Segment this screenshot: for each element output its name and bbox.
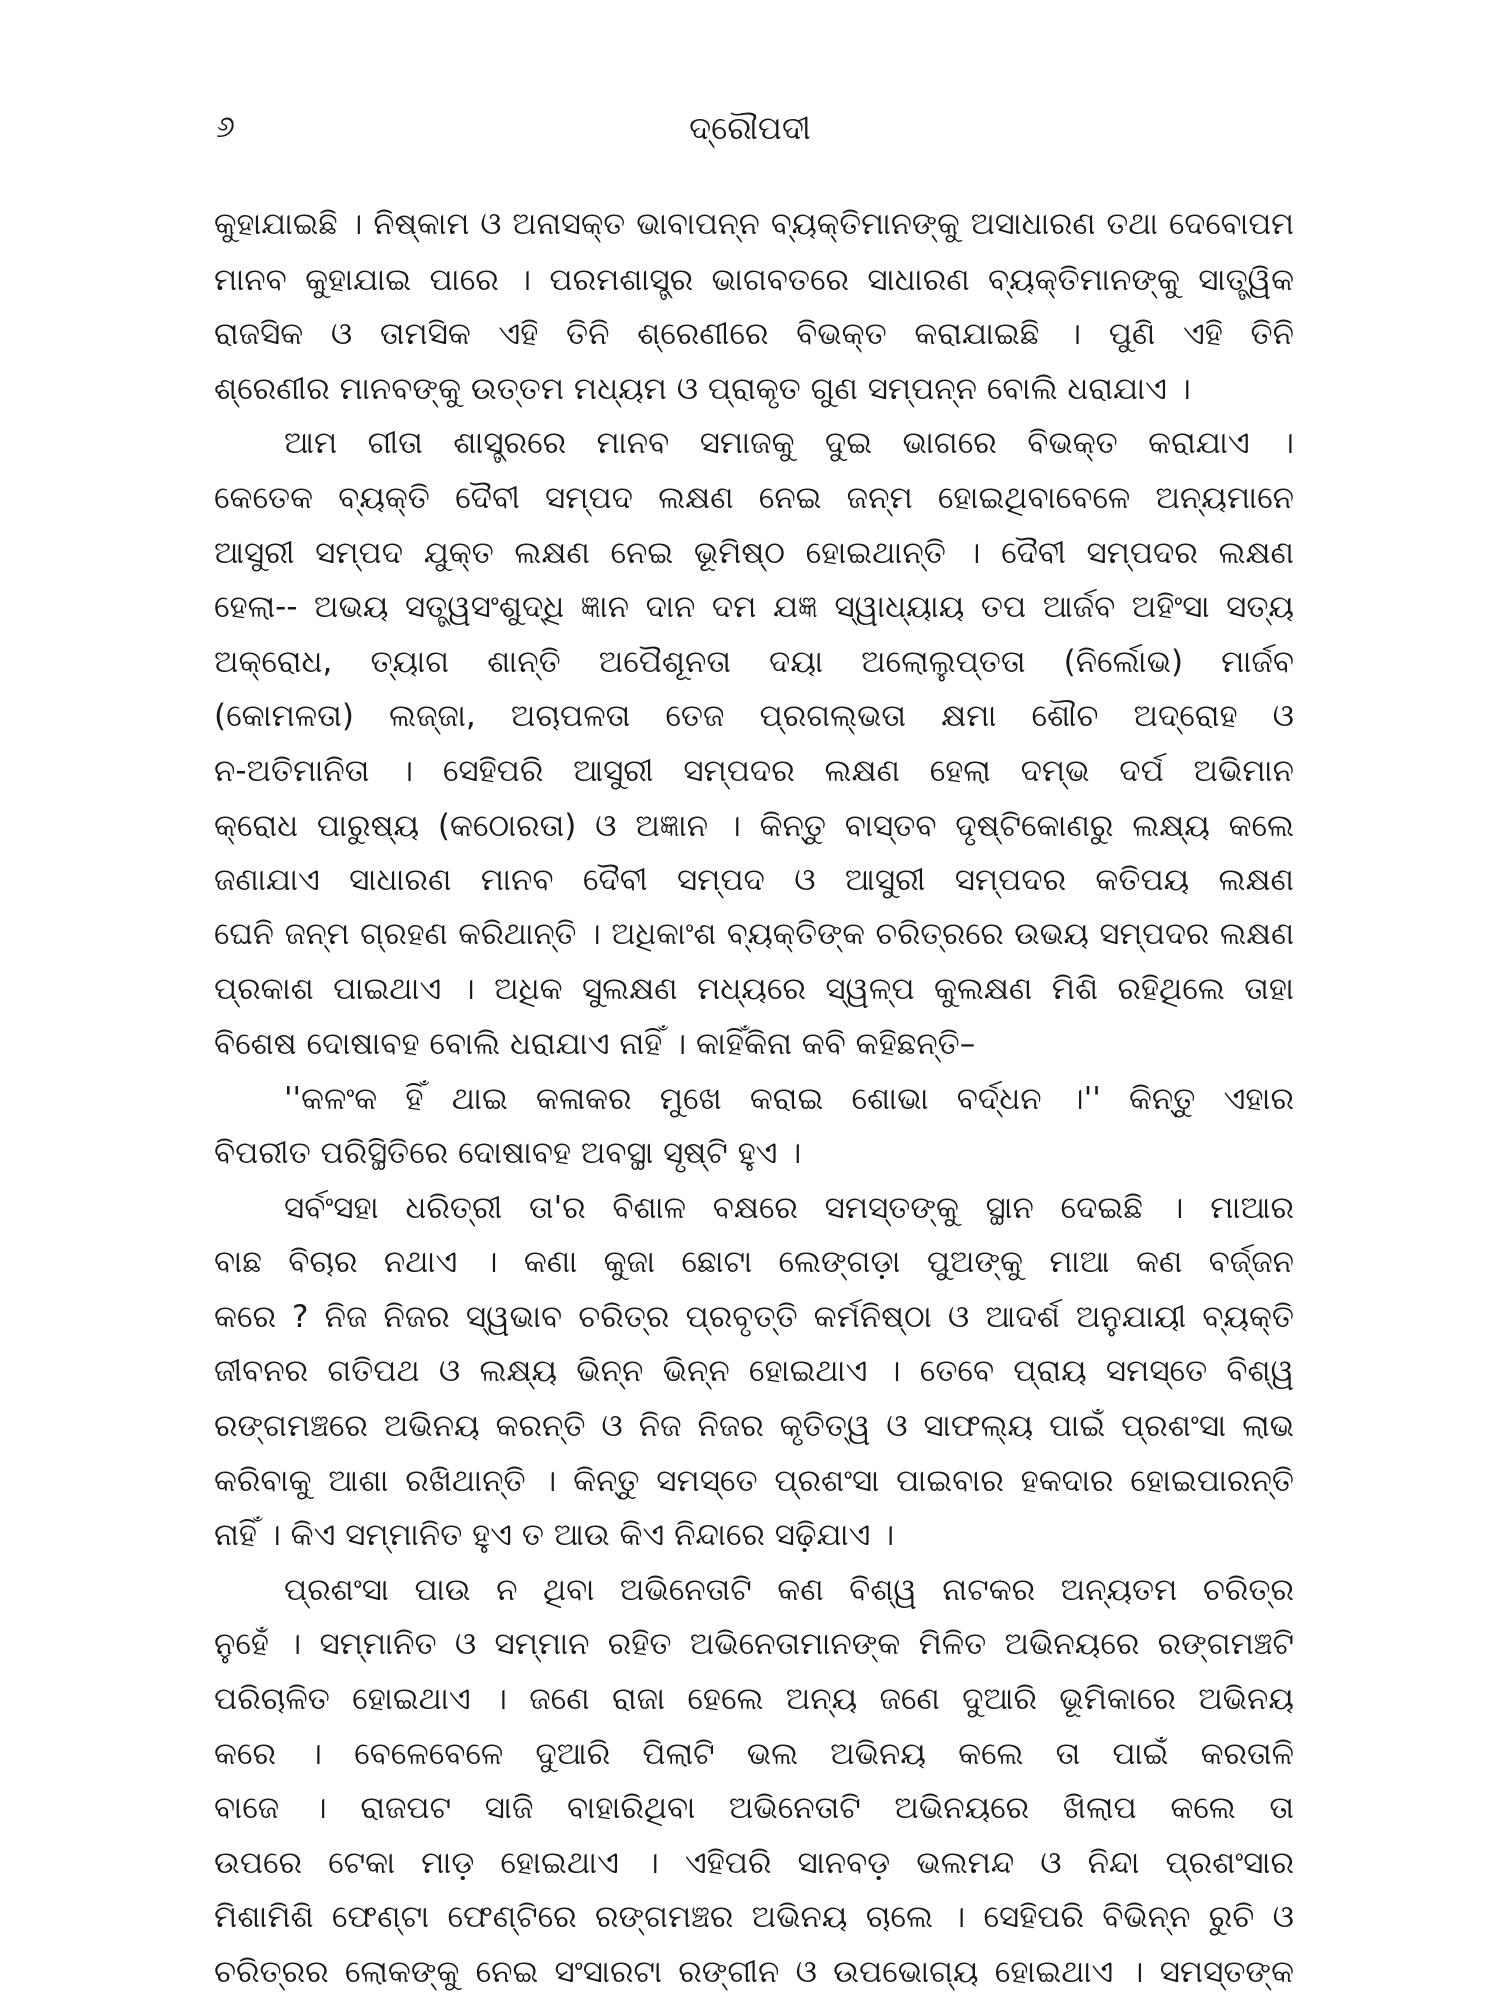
text-line: କରେ ? ନିଜ ନିଜର ସ୍ୱଭାବ ଚରିତ୍ର ପ୍ରବୃତ୍ତି କର୍ମନିଷ୍ଠା ଓ ଆଦର୍ଶ ଅନୁଯାୟୀ ବ୍ୟକ୍ତି bbox=[214, 1298, 1294, 1335]
text-line: ଜୀବନର ଗତିପଥ ଓ ଲକ୍ଷ୍ୟ ଭିନ୍ନ ଭିନ୍ନ ହୋଇଥାଏ । ତେବେ ପ୍ରାୟ ସମସ୍ତେ ବିଶ୍ୱ bbox=[214, 1353, 1294, 1390]
text-line: କରିବାକୁ ଆଶା ରଖିଥାନ୍ତି । କିନ୍ତୁ ସମସ୍ତେ ପ୍ରଶଂସା ପାଇବାର ହକଦାର ହୋଇପାରନ୍ତି bbox=[214, 1462, 1294, 1499]
text-line: ନାହିଁ । କିଏ ସମ୍ମାନିତ ହୁଏ ତ ଆଉ କିଏ ନିନ୍ଦାରେ ସଢ଼ିଯାଏ । bbox=[214, 1517, 895, 1554]
text-line: ଆସୁରୀ ସମ୍ପଦ ଯୁକ୍ତ ଲକ୍ଷଣ ନେଇ ଭୂମିଷ୍ଠ ହୋଇଥାନ୍ତି । ଦୈବୀ ସମ୍ପଦର ଲକ୍ଷଣ bbox=[214, 534, 1294, 571]
text-line: ମିଶାମିଶି ଫେଣ୍ଟା ଫେଣ୍ଟିରେ ରଙ୍ଗମଞ୍ଚର ଅଭିନୟ ଚାଲେ । ସେହିପରି ବିଭିନ୍ନ ରୁଚି ଓ bbox=[214, 1899, 1294, 1936]
text-line: (କୋମଳତା) ଲଜ୍ଜା, ଅଚାପଳତା ତେଜ ପ୍ରଗଲ୍‌ଭତା କ୍ଷମା ଶୌଚ ଅଦ୍ରୋହ ଓ bbox=[214, 698, 1294, 735]
text-line: କେତେକ ବ୍ୟକ୍ତି ଦୈବୀ ସମ୍ପଦ ଲକ୍ଷଣ ନେଇ ଜନ୍ମ ହୋଇଥିବାବେଳେ ଅନ୍ୟମାନେ bbox=[214, 479, 1294, 516]
text-line: ବିପରୀତ ପରିସ୍ଥିତିରେ ଦୋଷାବହ ଅବସ୍ଥା ସୃଷ୍ଟି ହୁଏ । bbox=[214, 1135, 802, 1172]
text-line: ଜଣାଯାଏ ସାଧାରଣ ମାନବ ଦୈବୀ ସମ୍ପଦ ଓ ଆସୁରୀ ସମ୍ପଦର କତିପୟ ଲକ୍ଷଣ bbox=[214, 862, 1294, 899]
text-line: ''କଳଂକ ହିଁ ଥାଇ କଳାକର ମୁଖେ କରାଇ ଶୋଭା ବର୍ଦ୍ଧନ ।'' କିନ୍ତୁ ଏହାର bbox=[284, 1080, 1294, 1117]
text-line: ଘେନି ଜନ୍ମ ଗ୍ରହଣ କରିଥାନ୍ତି । ଅଧିକାଂଶ ବ୍ୟକ୍ତିଙ୍କ ଚରିତ୍ରରେ ଉଭୟ ସମ୍ପଦର ଲକ୍ଷଣ bbox=[214, 916, 1294, 952]
text-line: ରାଜସିକ ଓ ତାମସିକ ଏହି ତିନି ଶ୍ରେଣୀରେ ବିଭକ୍ତ କରାଯାଇଛି । ପୁଣି ଏହି ତିନି bbox=[214, 316, 1294, 353]
text-line: କରେ । ବେଳେବେଳେ ଦୁଆରି ପିଲାଟି ଭଲ ଅଭିନୟ କଲେ ତା ପାଇଁ କରତାଳି bbox=[214, 1735, 1294, 1772]
text-line: ସର୍ବଂସହା ଧରିତ୍ରୀ ତା'ର ବିଶାଳ ବକ୍ଷରେ ସମସ୍ତଙ୍କୁ ସ୍ଥାନ ଦେଇଛି । ମାଆର bbox=[284, 1189, 1294, 1226]
text-line: ରଙ୍ଗମଞ୍ଚରେ ଅଭିନୟ କରନ୍ତି ଓ ନିଜ ନିଜର କୃତିତ୍ୱ ଓ ସାଫଲ୍ୟ ପାଇଁ ପ୍ରଶଂସା ଲାଭ bbox=[214, 1408, 1294, 1445]
text-line: ଚରିତ୍ରର ଲୋକଙ୍କୁ ନେଇ ସଂସାରଟା ରଙ୍ଗୀନ ଓ ଉପଭୋଗ୍ୟ ହୋଇଥାଏ । ସମସ୍ତଙ୍କ bbox=[214, 1954, 1294, 1990]
body-text bbox=[214, 198, 1294, 2000]
text-line: ହେଲା-- ଅଭୟ ସତ୍ତ୍ୱସଂଶୁଦ୍ଧି ଜ୍ଞାନ ଦାନ ଦମ ଯଜ୍ଞ ସ୍ୱାଧ୍ୟାୟ ତପ ଆର୍ଜବ ଅହିଂସା ସତ୍ୟ bbox=[214, 589, 1294, 626]
text-line: ବାଛ ବିଚାର ନଥାଏ । କଣା କୁଜା ଛୋଟା ଲେଙ୍ଗଡ଼ା ପୁଅଙ୍କୁ ମାଆ କଣ ବର୍ଜ୍ଜନ bbox=[214, 1244, 1294, 1281]
text-line: ବାଜେ । ରାଜପଟ ସାଜି ବାହାରିଥିବା ଅଭିନେତାଟି ଅଭିନୟରେ ଖିଲାପ କଲେ ତା bbox=[214, 1790, 1294, 1827]
text-line: ନୁହେଁ । ସମ୍ମାନିତ ଓ ସମ୍ମାନ ରହିତ ଅଭିନେତାମାନଙ୍କ ମିଳିତ ଅଭିନୟରେ ରଙ୍ଗମଞ୍ଚଟି bbox=[214, 1626, 1294, 1663]
text-line: ଉପରେ ଟେକା ମାଡ଼ ହୋଇଥାଏ । ଏହିପରି ସାନବଡ଼ ଭଲମନ୍ଦ ଓ ନିନ୍ଦା ପ୍ରଶଂସାର bbox=[214, 1844, 1294, 1881]
text-line: କ୍ରୋଧ ପାରୁଷ୍ୟ (କଠୋରତା) ଓ ଅଜ୍ଞାନ । କିନ୍ତୁ ବାସ୍ତବ ଦୃଷ୍ଟିକୋଣରୁ ଲକ୍ଷ୍ୟ କଲେ bbox=[214, 807, 1294, 844]
text-line: ପ୍ରକାଶ ପାଇଥାଏ । ଅଧିକ ସୁଲକ୍ଷଣ ମଧ୍ୟରେ ସ୍ୱଳ୍ପ କୁଲକ୍ଷଣ ମିଶି ରହିଥିଲେ ତାହା bbox=[214, 971, 1294, 1008]
text-line: କୁହାଯାଇଛି । ନିଷ୍କାମ ଓ ଅନାସକ୍ତ ଭାବାପନ୍ନ ବ୍ୟକ୍ତିମାନଙ୍କୁ ଅସାଧାରଣ ତଥା ଦେବୋପମ bbox=[214, 207, 1294, 242]
running-header-title: ଦ୍ରୌପଦୀ bbox=[689, 109, 811, 147]
text-line: ପ୍ରଶଂସା ପାଉ ନ ଥିବା ଅଭିନେତାଟି କଣ ବିଶ୍ୱ ନାଟକର ଅନ୍ୟତମ ଚରିତ୍ର bbox=[284, 1571, 1294, 1608]
text-line: ବିଶେଷ ଦୋଷାବହ ବୋଲି ଧରାଯାଏ ନାହିଁ । କାହିଁକିନା କବି କହିଛନ୍ତି– bbox=[214, 1025, 976, 1062]
text-line: ନ-ଅତିମାନିତା । ସେହିପରି ଆସୁରୀ ସମ୍ପଦର ଲକ୍ଷଣ ହେଲା ଦମ୍ଭ ଦର୍ପ ଅଭିମାନ bbox=[214, 752, 1294, 789]
text-line: ମାନବ କୁହାଯାଇ ପାରେ । ପରମଶାସ୍ତ୍ର ଭାଗବତରେ ସାଧାରଣ ବ୍ୟକ୍ତିମାନଙ୍କୁ ସାତ୍ତ୍ୱିକ bbox=[214, 261, 1294, 298]
text-line: ଅକ୍ରୋଧ, ତ୍ୟାଗ ଶାନ୍ତି ଅପୈଶୂନତା ଦୟା ଅଲୋଲୁପ୍ତତା (ନିର୍ଲୋଭ) ମାର୍ଜବ bbox=[214, 643, 1294, 680]
page-number: ୬ bbox=[216, 110, 235, 145]
text-line: ପରିଚାଳିତ ହୋଇଥାଏ । ଜଣେ ରାଜା ହେଲେ ଅନ୍ୟ ଜଣେ ଦୁଆରି ଭୂମିକାରେ ଅଭିନୟ bbox=[214, 1681, 1294, 1718]
text-line: ଶ୍ରେଣୀର ମାନବଙ୍କୁ ଉତ୍ତମ ମଧ୍ୟମ ଓ ପ୍ରାକୃତ ଗୁଣ ସମ୍ପନ୍ନ ବୋଲି ଧରାଯାଏ । bbox=[214, 370, 1191, 407]
text-line: ଆମ ଗୀତା ଶାସ୍ତ୍ରରେ ମାନବ ସମାଜକୁ ଦୁଇ ଭାଗରେ ବିଭକ୍ତ କରାଯାଏ । bbox=[284, 425, 1294, 462]
